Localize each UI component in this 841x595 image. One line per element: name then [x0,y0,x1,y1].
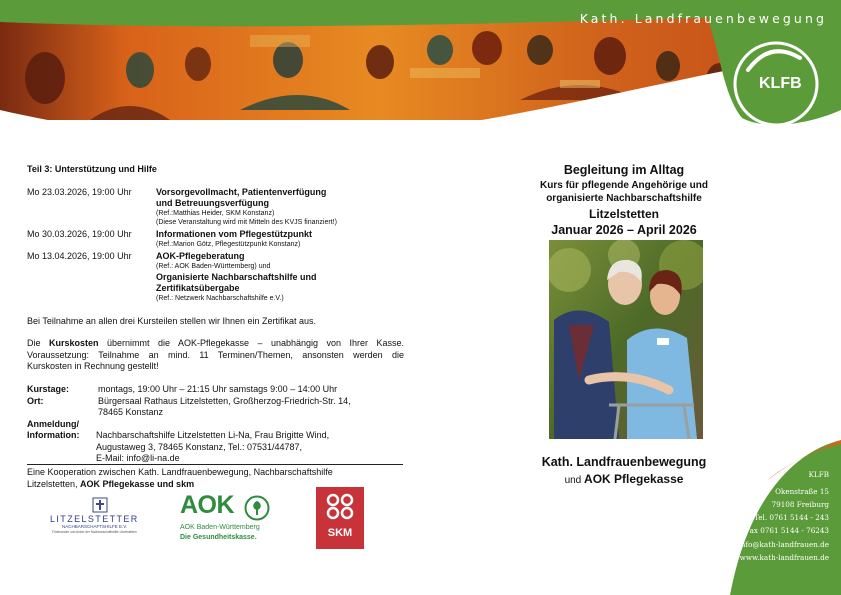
session-1-title-line2: und Betreuungsverfügung [156,198,269,208]
skm-name: SKM [327,527,353,539]
anmeldung-line1: Nachbarschaftshilfe Litzelstetten Li-Na, Frau Brigitte Wind, [96,430,330,440]
header-banner [0,0,841,150]
litzelstetten-sub: NACHBARSCHAFTSHILFE E.V. [62,524,128,529]
costs-line1 [27,338,404,350]
costs-line2: Voraussetzung: Teilnahme an mind. 11 Terminen/Themen, ansonsten werden die [27,349,404,360]
session-1-date: Mo 23.03.2026, 19:00 Uhr [27,187,132,197]
course-sub1: Kurs für pflegende Angehörige und [540,180,708,191]
church-icon [92,497,108,513]
session-1-note2: (Diese Veranstaltung wird mit Mitteln des KVJS finanziert!) [156,219,337,226]
anmeldung-label2: Information: [27,430,80,440]
litzelstetten-tag: Füreinander und Anker der Nachbarschaftshilfe Litzelstetten [52,530,137,534]
anmeldung-line2: Augustaweg 3, 78465 Konstanz, Tel.: 07531/44787, [96,442,302,452]
session-3-date: Mo 13.04.2026, 19:00 Uhr [27,251,132,261]
skm-logo [316,487,364,549]
ort-line2: 78465 Konstanz [98,407,164,417]
course-period: Januar 2026 – April 2026 [551,223,697,237]
org-line2-bold: AOK Pflegekasse [584,472,684,486]
contact-email[interactable]: info@kath-landfrauen.de [738,540,829,549]
session-3-title2-line2: Zertifikatsübergabe [156,283,240,293]
kurstage-value: montags, 19:00 Uhr – 21:15 Uhr samstags 9:00 – 14:00 Uhr [98,384,338,394]
course-sub2: organisierte Nachbarschaftshilfe [546,193,702,204]
session-3-title2-line1: Organisierte Nachbarschaftshilfe und [156,272,317,282]
session-3-title: AOK-Pflegeberatung [156,251,245,261]
costs-line1-rest: übernimmt die AOK-Pflegekasse – unabhängig von Ihrer Kasse. [98,338,404,348]
divider [27,464,403,465]
litzelstetten-name: LITZELSTETTER [50,514,139,524]
contact-org: KLFB [808,470,829,479]
photo-caregiver-and-senior [549,240,703,439]
session-3-note2: (Ref.: Netzwerk Nachbarschaftshilfe e.V.) [156,295,284,302]
course-title: Begleitung im Alltag [563,163,685,177]
skm-heart-icon [316,487,364,525]
section-title: Teil 3: Unterstützung und Hilfe [27,164,157,174]
costs-pre: Die [27,338,49,348]
cooperation-bold: AOK Pflegekasse und skm [80,479,195,489]
kurstage-label: Kurstage: [27,384,70,394]
cooperation-line1: Eine Kooperation zwischen Kath. Landfrauenbewegung, Nachbarschaftshilfe [27,467,333,477]
contact-website[interactable]: www.kath-landfrauen.de [739,553,829,562]
aok-tree-icon [244,495,270,521]
course-place: Litzelstetten [588,207,659,221]
org-line2-pre: und [564,475,585,486]
org-line1: Kath. Landfrauenbewegung [541,455,707,469]
anmeldung-email: E-Mail: info@li-na.de [96,453,180,463]
klfb-logo-text: KLFB [759,75,802,92]
contact-street: Okenstraße 15 [775,487,829,496]
aok-name: AOK [180,491,235,519]
costs-line3: Kurskosten in Rechnung gestellt! [27,361,159,371]
ort-line1: Bürgersaal Rathaus Litzelstetten, Großherzog-Friedrich-Str. 14, [98,396,351,406]
session-2-date: Mo 30.03.2026, 19:00 Uhr [27,229,132,239]
certificate-note: Bei Teilnahme an allen drei Kursteilen stellen wir Ihnen ein Zertifikat aus. [27,316,316,326]
photo-illustration [549,240,703,439]
session-3-note: (Ref.: AOK Baden-Württemberg) und [156,263,271,270]
cooperation-pre: Litzelstetten, [27,479,81,489]
contact-fax: Fax 0761 5144 - 76243 [745,526,829,535]
aok-line2: Die Gesundheitskasse. [180,534,257,541]
session-2-title: Informationen vom Pflegestützpunkt [156,229,313,239]
brand-name: Kath. Landfrauenbewegung [579,11,827,26]
contact-city: 79108 Freiburg [771,500,829,509]
cooperation-line2 [27,479,194,490]
session-1-note1: (Ref.:Matthias Heider, SKM Konstanz) [156,210,275,217]
aok-logo [180,493,290,545]
litzelstetten-logo [50,497,150,539]
costs-bold: Kurskosten [48,338,99,348]
session-1-title-line1: Vorsorgevollmacht, Patientenverfügung [156,187,327,197]
session-2-note: (Ref.:Marion Götz, Pflegestützpunkt Konstanz) [156,241,301,248]
anmeldung-label1: Anmeldung/ [27,419,79,429]
org-line2 [520,472,728,486]
aok-line1: AOK Baden-Württemberg [180,524,260,531]
contact-phone: Tel. 0761 5144 - 243 [754,513,829,522]
ort-label: Ort: [27,396,44,406]
